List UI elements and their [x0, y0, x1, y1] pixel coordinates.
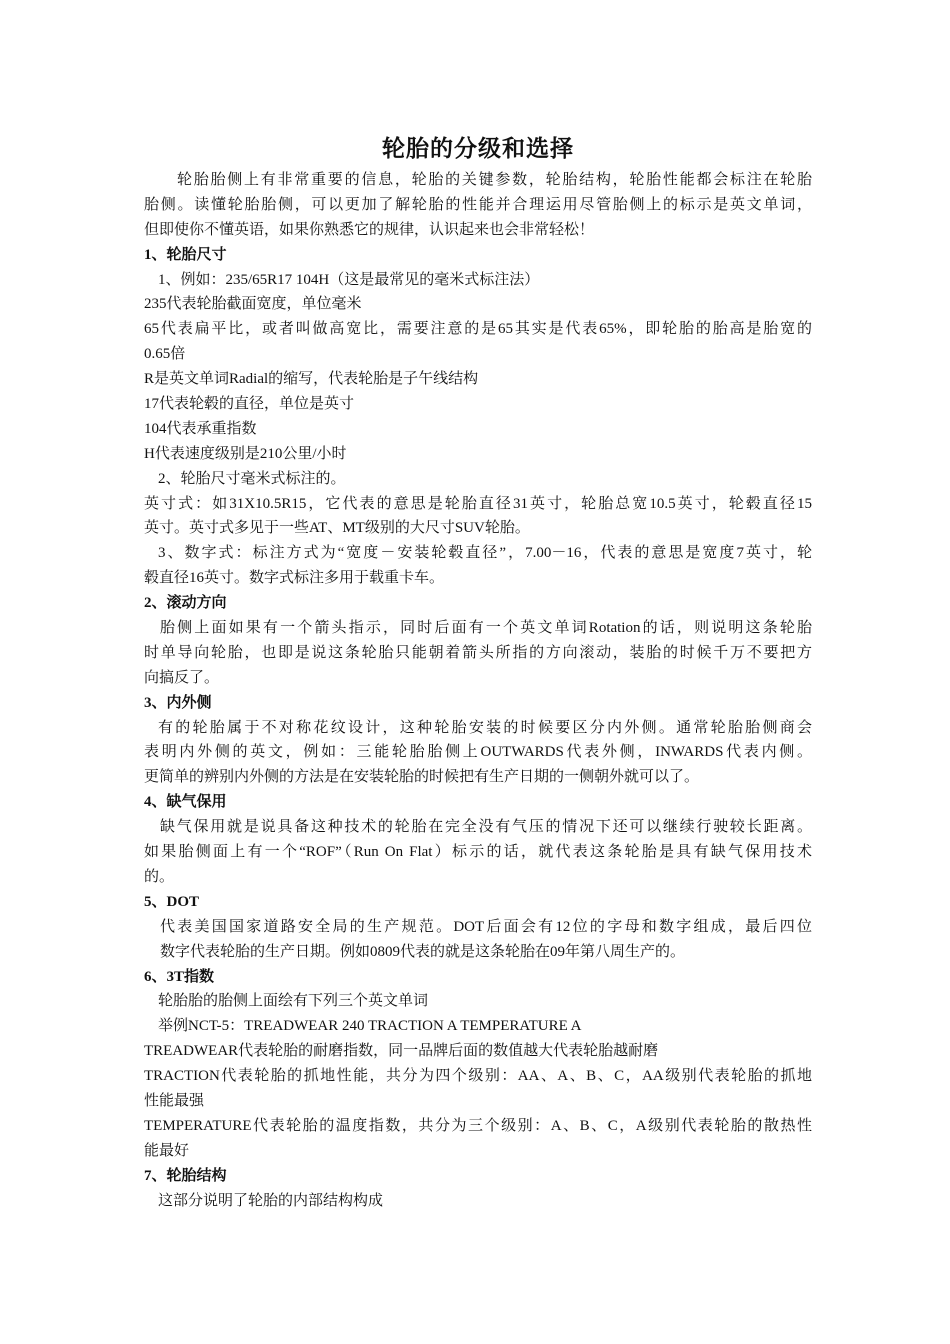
paragraph-line: 的。 — [144, 868, 175, 885]
paragraph-line: 英寸式：如31X10.5R15，它代表的意思是轮胎直径31英寸，轮胎总宽10.5英寸，轮毂直径15 — [144, 495, 812, 512]
paragraph-line: 如果胎侧面上有一个“ROF”（Run On Flat）标示的话，就代表这条轮胎是具有缺气保用技术 — [144, 844, 812, 861]
paragraph-line: 更简单的辨别内外侧的方法是在安装轮胎的时候把有生产日期的一侧朝外就可以了。 — [144, 769, 700, 786]
section-heading: 7、轮胎结构 — [144, 1167, 227, 1184]
document-page — [144, 130, 812, 1213]
paragraph-line: R是英文单词Radial的缩写，代表轮胎是子午线结构 — [144, 371, 479, 388]
section-heading: 5、DOT — [144, 893, 200, 910]
paragraph-line: 0.65倍 — [144, 346, 186, 363]
paragraph-line: 代表美国国家道路安全局的生产规范。DOT后面会有12位的字母和数字组成，最后四位 — [160, 918, 812, 935]
paragraph-line: H代表速度级别是210公里/小时 — [144, 445, 347, 462]
paragraph-line: 数字代表轮胎的生产日期。例如0809代表的就是这条轮胎在09年第八周生产的。 — [160, 943, 686, 960]
paragraph-line: 65代表扁平比，或者叫做高宽比，需要注意的是65其实是代表65%，即轮胎的胎高是胎宽的 — [144, 321, 812, 338]
document-body — [144, 168, 812, 1213]
paragraph-line: 轮胎胎的胎侧上面绘有下列三个英文单词 — [158, 993, 429, 1010]
paragraph-line: 3、数字式：标注方式为“宽度－安装轮毂直径”，7.00－16，代表的意思是宽度7英寸，轮 — [158, 545, 812, 562]
section-heading: 6、3T指数 — [144, 968, 215, 985]
paragraph-line: TRACTION代表轮胎的抓地性能，共分为四个级别：AA、A、B、C，AA级别代表轮胎的抓地 — [144, 1068, 812, 1085]
paragraph-line: 英寸。英寸式多见于一些AT、MT级别的大尺寸SUV轮胎。 — [144, 520, 530, 537]
section-heading: 2、滚动方向 — [144, 595, 227, 612]
paragraph-line: 举例NCT-5：TREADWEAR 240 TRACTION A TEMPERATURE A — [158, 1018, 582, 1035]
paragraph-line: 17代表轮毂的直径，单位是英寸 — [144, 396, 355, 413]
document-title: 轮胎的分级和选择 — [382, 136, 574, 161]
section-heading: 3、内外侧 — [144, 694, 212, 711]
paragraph-line: 胎侧。读懂轮胎胎侧，可以更加了解轮胎的性能并合理运用尽管胎侧上的标示是英文单词， — [144, 196, 812, 213]
paragraph-line: 表明内外侧的英文，例如：三能轮胎胎侧上OUTWARDS代表外侧，INWARDS代表内侧。 — [144, 744, 812, 761]
paragraph-line: 但即使你不懂英语，如果你熟悉它的规律，认识起来也会非常轻松！ — [144, 221, 595, 238]
paragraph-line: 235代表轮胎截面宽度，单位毫米 — [144, 296, 362, 313]
paragraph-line: 有的轮胎属于不对称花纹设计，这种轮胎安装的时候要区分内外侧。通常轮胎胎侧商会 — [158, 719, 812, 736]
paragraph-line: 性能最强 — [144, 1092, 205, 1109]
paragraph-line: 胎侧上面如果有一个箭头指示，同时后面有一个英文单词Rotation的话，则说明这条轮胎 — [160, 620, 812, 637]
paragraph-line: TEMPERATURE代表轮胎的温度指数，共分为三个级别：A、B、C，A级别代表轮胎的散热性 — [144, 1117, 812, 1134]
paragraph-line: 缺气保用就是说具备这种技术的轮胎在完全没有气压的情况下还可以继续行驶较长距离。 — [160, 819, 812, 836]
paragraph-line: TREADWEAR代表轮胎的耐磨指数，同一品牌后面的数值越大代表轮胎越耐磨 — [144, 1043, 659, 1060]
paragraph-line: 向搞反了。 — [144, 669, 220, 686]
paragraph-line: 轮胎胎侧上有非常重要的信息，轮胎的关键参数，轮胎结构，轮胎性能都会标注在轮胎 — [177, 172, 812, 188]
paragraph-line: 时单导向轮胎，也即是说这条轮胎只能朝着箭头所指的方向滚动，装胎的时候千万不要把方 — [144, 644, 812, 661]
paragraph-line: 104代表承重指数 — [144, 420, 257, 437]
section-heading: 1、轮胎尺寸 — [144, 246, 227, 263]
paragraph-line: 毂直径16英寸。数字式标注多用于载重卡车。 — [144, 570, 445, 587]
paragraph-line: 这部分说明了轮胎的内部结构构成 — [158, 1192, 384, 1209]
paragraph-line: 1、例如：235/65R17 104H（这是最常见的毫米式标注法） — [158, 271, 540, 288]
paragraph-line: 2、轮胎尺寸毫米式标注的。 — [158, 470, 346, 487]
section-heading: 4、缺气保用 — [144, 794, 227, 811]
paragraph-line: 能最好 — [144, 1142, 190, 1159]
